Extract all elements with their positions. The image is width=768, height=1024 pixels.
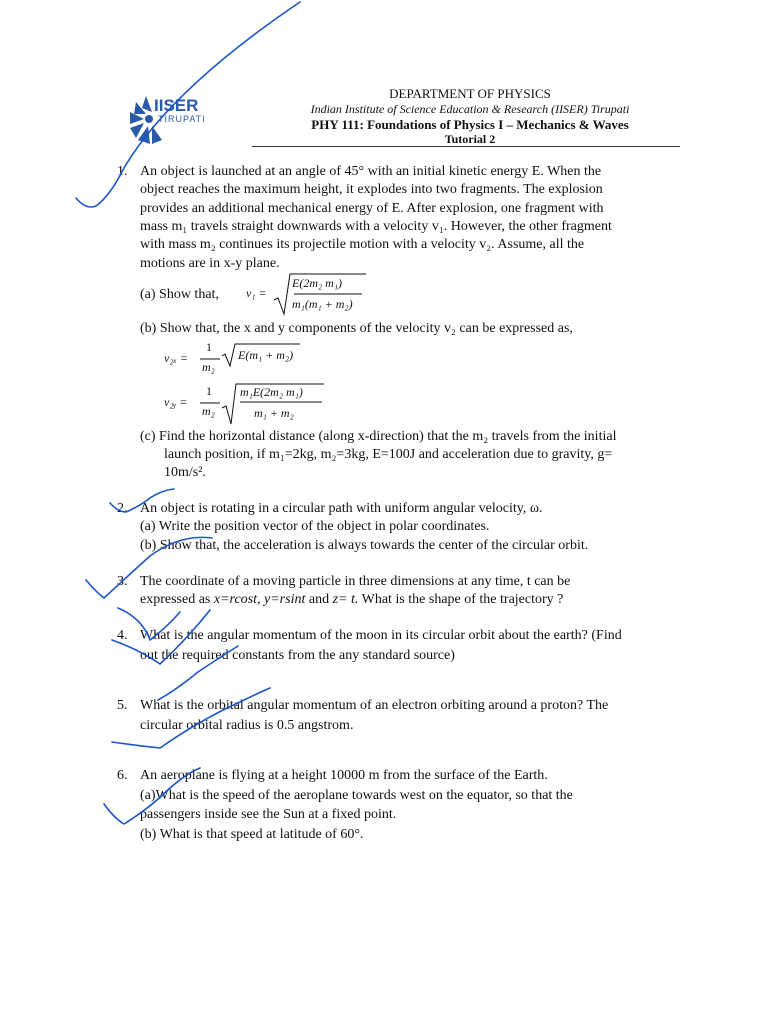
q1-text-line: mass m₁ travels straight downwards with a velocity v₁. However, the other fragment [140,219,612,234]
eq-v2y-lhs: v₂ᵧ = [164,395,188,409]
q6-text-line1: An aeroplane is flying at a height 10000 m from the surface of the Earth. [140,768,548,783]
q1c-line: launch position, if m₁=2kg, m₂=3kg, E=100J and acceleration due to gravity, g= [164,447,613,462]
q6-text-line4: (b) What is that speed at latitude of 60°. [140,827,364,842]
q5-text-line2: circular orbital radius is 0.5 angstrom. [140,718,354,733]
q1-text-line: An object is launched at an angle of 45° with an initial kinetic energy E. When the [140,164,602,179]
eq-v1-lhs: v₁ = [246,286,267,300]
course-title: PHY 111: Foundations of Physics I – Mechanics & Waves [311,117,629,132]
q3-line2-post: What is the shape of the trajectory ? [358,592,564,607]
equation-v1 [246,272,376,316]
eq-v1-numerator: E(2m₂ m₁) [292,276,342,290]
q1c-line: (c) Find the horizontal distance (along x-direction) that the m₂ travels from the initial [140,429,617,444]
logo-name: IISER [154,96,199,115]
q5-number: 5. [117,698,128,713]
q6-number: 6. [117,768,128,783]
q1b-label: (b) Show that, the x and y components of the velocity v₂ can be expressed as, [140,321,573,336]
iiser-logo [122,92,206,148]
q1-text-line: with mass m₂ continues its projectile motion with a velocity v₂. Assume, all the [140,237,585,252]
eq-v2y-numerator: m₁E(2m₂ m₁) [240,385,303,399]
eq-v2x-radicand: E(m₁ + m₂) [238,348,294,362]
q1a-label: (a) Show that, [140,287,219,302]
q1-text-line: provides an additional mechanical energy of E. After explosion, one fragment with [140,201,604,216]
eq-v1-denominator: m₁(m₁ + m₂) [292,297,353,311]
q3-line2-pre: expressed as [140,592,214,607]
q4-text-line2: out the required constants from the any standard source) [140,648,455,663]
q3-line2-and: and [305,592,333,607]
q1-text-line: motions are in x-y plane. [140,256,280,271]
q1-number: 1. [117,164,128,179]
q3-number: 3. [117,574,128,589]
institute-name: Indian Institute of Science Education & Research (IISER) Tirupati [310,102,630,116]
q5-text-line1: What is the orbital angular momentum of an electron orbiting around a proton? The [140,698,609,713]
q6-text-line3: passengers inside see the Sun at a fixed point. [140,807,397,822]
q6-text-line2: (a)What is the speed of the aeroplane towards west on the equator, so that the [140,788,573,803]
eq-v2y-denominator: m₁ + m₂ [254,406,294,420]
q3-text-line2 [140,591,563,609]
eq-v2x-lhs: v₂ₓ = [164,351,189,365]
q1c-line: 10m/s². [164,465,206,480]
q2-number: 2. [117,501,128,516]
q3-line2-xy: x=rcost, y=rsint [213,592,306,607]
eq-v2y-frac-num: 1 [206,384,212,398]
eq-v2x-frac-den: m₂ [202,360,215,374]
equation-v2x [164,340,314,380]
q4-text-line1: What is the angular momentum of the moon in its circular orbit about the earth? (Find [140,628,622,643]
tutorial-number: Tutorial 2 [444,132,496,146]
q3-text-line1: The coordinate of a moving particle in three dimensions at any time, t can be [140,574,571,589]
q3-line2-z: z= t. [332,592,359,607]
q1-text-line: object reaches the maximum height, it explodes into two fragments. The explosion [140,182,603,197]
q4-number: 4. [117,628,128,643]
q2-text: An object is rotating in a circular path with uniform angular velocity, ω. [140,501,543,516]
q2b-text: (b) Show that, the acceleration is always towards the center of the circular orbit. [140,538,589,553]
equation-v2y [164,382,334,426]
logo-subtitle: TIRUPATI [158,114,206,124]
eq-v2y-frac-den: m₂ [202,404,215,418]
header-rule [252,146,680,147]
eq-v2x-frac-num: 1 [206,340,212,354]
q2a-text: (a) Write the position vector of the object in polar coordinates. [140,519,490,534]
department-heading: DEPARTMENT OF PHYSICS [389,86,551,101]
